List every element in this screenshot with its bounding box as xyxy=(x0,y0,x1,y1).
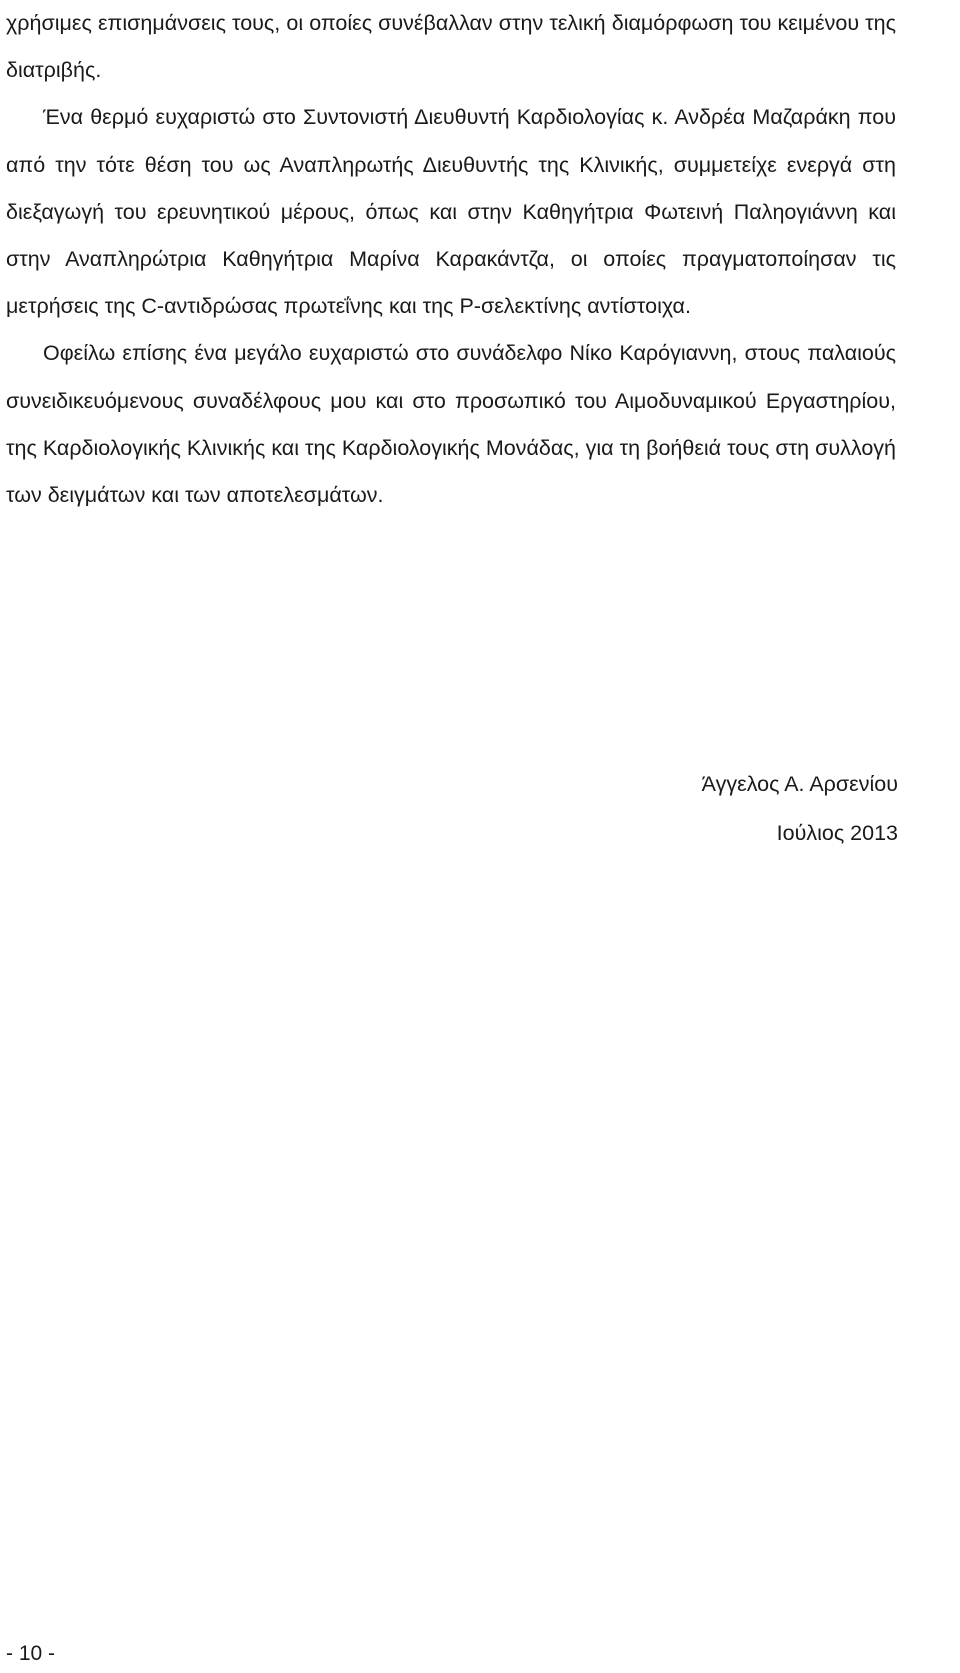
paragraph-acknowledgment-colleagues: Οφείλω επίσης ένα μεγάλο ευχαριστώ στο συνάδελφο Νίκο Καρόγιαννη, στους παλαιούς συνειδικευόμενους συναδέλφους μου και στο προσωπικό του Αιμοδυναμικού Εργαστηρίου, της Καρδιολογικής Κλινικής και της Καρδιολογικής Μονάδας, για τη βοήθειά τους στη συλλογή των δειγμάτων και των αποτελεσμάτων. xyxy=(6,341,896,508)
page-number: - 10 - xyxy=(6,1642,56,1665)
body-text xyxy=(6,0,896,519)
paragraph-continuation: χρήσιμες επισημάνσεις τους, οι οποίες συνέβαλλαν στην τελική διαμόρφωση του κειμένου της διατριβής. xyxy=(6,11,896,83)
signature-name: Άγγελος Α. Αρσενίου xyxy=(701,772,898,796)
paragraph-acknowledgment-cardiology: Ένα θερμό ευχαριστώ στο Συντονιστή Διευθυντή Καρδιολογίας κ. Ανδρέα Μαζαράκη που από την τότε θέση του ως Αναπληρωτής Διευθυντής της Κλινικής, συμμετείχε ενεργά στη διεξαγωγή του ερευνητικού μέρους, όπως και στην Καθηγήτρια Φωτεινή Παληογιάννη και στην Αναπληρώτρια Καθηγήτρια Μαρίνα Καρακάντζα, οι οποίες πραγματοποίησαν τις μετρήσεις της C-αντιδρώσας πρωτεΐνης και της P-σελεκτίνης αντίστοιχα. xyxy=(6,105,896,319)
signature-date: Ιούλιος 2013 xyxy=(776,821,898,845)
